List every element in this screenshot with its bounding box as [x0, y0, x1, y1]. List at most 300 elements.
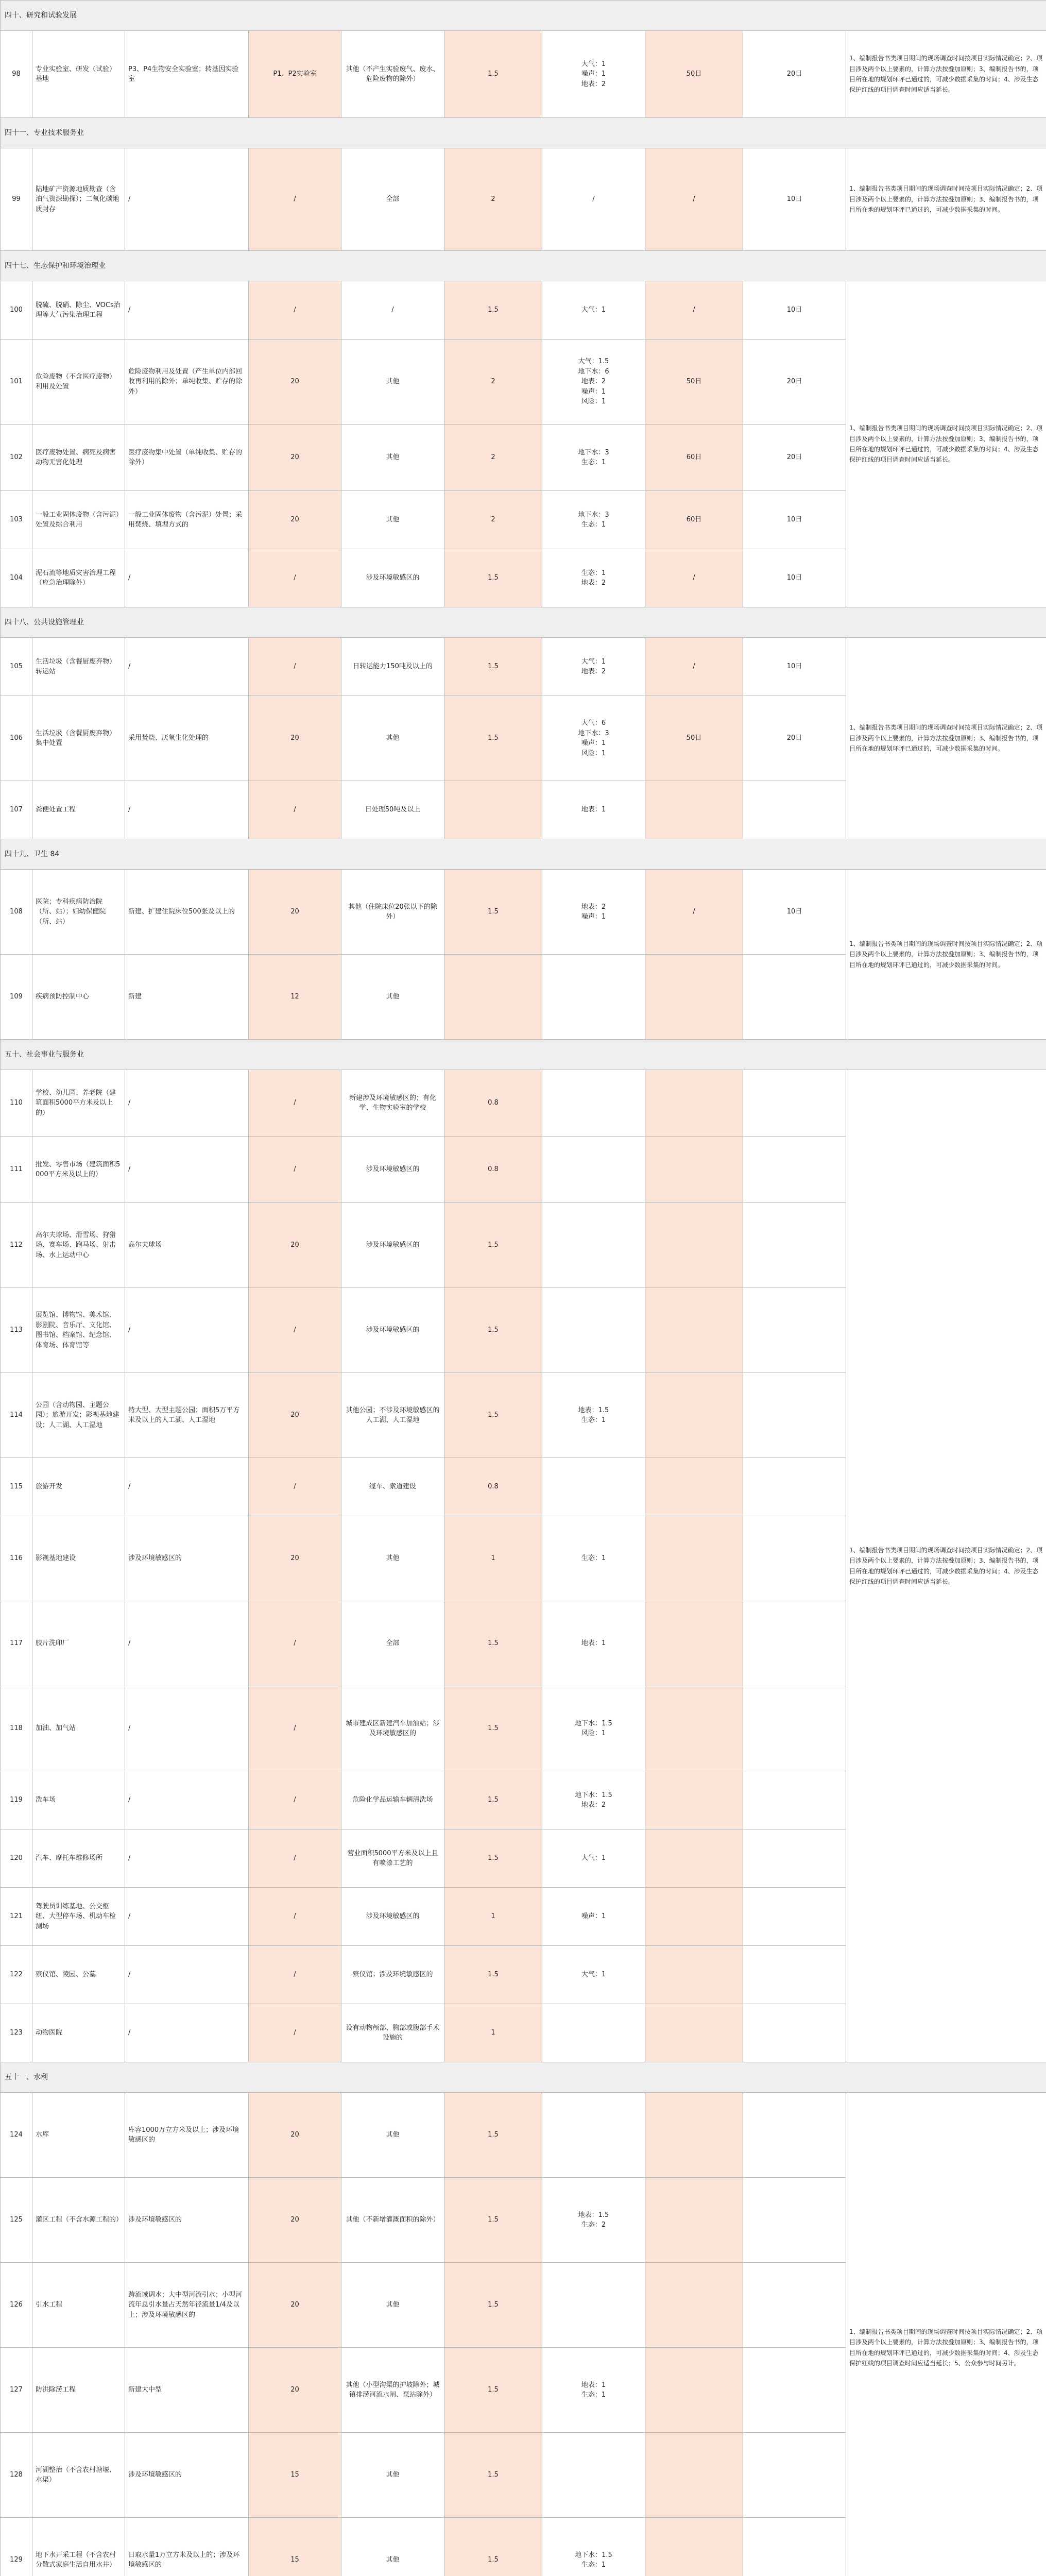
report-field-days-cell: [645, 1070, 743, 1137]
table-field-days-cell: 10日: [743, 870, 846, 955]
item-number-cell: 100: [1, 281, 32, 340]
report-scope-cell: /: [125, 1458, 249, 1516]
report-scope-cell: /: [125, 1771, 249, 1829]
element-coefficients-cell: 大气：6 地下水：3 噪声：1 风险：1: [542, 696, 645, 781]
report-scope-cell: 特大型、大型主题公园；面积5万平方米及以上的人工湖、人工湿地: [125, 1373, 249, 1458]
item-number-cell: 126: [1, 2263, 32, 2348]
element-coefficients-cell: 生态：1 地表：2: [542, 549, 645, 607]
table-scope-cell: 其他（不产生实验废气、废水、危险废物的除外）: [341, 31, 444, 118]
section-header-row: [1, 1, 1046, 31]
report-scope-cell: 跨流域调水；大中型河流引水；小型河流年总引水量占天然年径流量1/4及以上；涉及环境敏感区的: [125, 2263, 249, 2348]
report-days-cell: /: [249, 781, 341, 839]
item-number-cell: 123: [1, 2004, 32, 2062]
section-title: 四十、研究和试验发展: [1, 1, 1046, 31]
table-field-days-cell: [743, 2348, 846, 2433]
remarks-cell: 1、编制报告书类项目期间的现场调查时间按项目实际情况确定；2、项目涉及两个以上要素的，计算方法按叠加原则；3、编制报告书的，项目所在地的规划环评已通过的，可减少数据采集的时间；4、涉及生态保护红线的项目调查时间应适当延长。: [846, 281, 1046, 607]
item-name-cell: 医院；专科疾病防治院（所、站）；妇幼保健院（所、站）: [32, 870, 125, 955]
table-field-days-cell: [743, 781, 846, 839]
table-scope-cell: 其他: [341, 2433, 444, 2518]
element-coefficients-cell: 地下水：1.5 生态：1: [542, 2518, 645, 2576]
table-scope-cell: 涉及环境敏感区的: [341, 549, 444, 607]
report-days-cell: P1、P2实验室: [249, 31, 341, 118]
report-days-cell: /: [249, 1070, 341, 1137]
table-scope-cell: 全部: [341, 1601, 444, 1686]
table-coefficient-cell: 1.5: [444, 2433, 542, 2518]
report-days-cell: 20: [249, 340, 341, 425]
item-name-cell: 汽车、摩托车维修场所: [32, 1829, 125, 1888]
table-scope-cell: 其他: [341, 955, 444, 1040]
report-field-days-cell: [645, 781, 743, 839]
table-scope-cell: 城市建成区新建汽车加油站；涉及环境敏感区的: [341, 1686, 444, 1771]
table-coefficient-cell: 2: [444, 425, 542, 491]
item-name-cell: 学校、幼儿园、养老院（建筑面积5000平方米及以上的）: [32, 1070, 125, 1137]
item-name-cell: 灌区工程（不含水源工程的）: [32, 2178, 125, 2263]
table-scope-cell: 缆车、索道建设: [341, 1458, 444, 1516]
table-coefficient-cell: 1.5: [444, 1288, 542, 1373]
table-coefficient-cell: 0.8: [444, 1137, 542, 1203]
report-field-days-cell: [645, 1137, 743, 1203]
report-field-days-cell: [645, 1686, 743, 1771]
table-scope-cell: 殡仪馆；涉及环境敏感区的: [341, 1946, 444, 2004]
table-scope-cell: 涉及环境敏感区的: [341, 1888, 444, 1946]
report-scope-cell: 新建大中型: [125, 2348, 249, 2433]
item-number-cell: 102: [1, 425, 32, 491]
item-number-cell: 112: [1, 1203, 32, 1288]
table-field-days-cell: [743, 2433, 846, 2518]
element-coefficients-cell: 大气：1: [542, 1829, 645, 1888]
report-scope-cell: /: [125, 281, 249, 340]
item-name-cell: 脱硫、脱硝、除尘、VOCs治理等大气污染治理工程: [32, 281, 125, 340]
section-title: 四十九、卫生 84: [1, 839, 1046, 870]
item-number-cell: 115: [1, 1458, 32, 1516]
table-scope-cell: 涉及环境敏感区的: [341, 1288, 444, 1373]
table-row: [1, 870, 1046, 955]
table-coefficient-cell: 1.5: [444, 31, 542, 118]
item-number-cell: 120: [1, 1829, 32, 1888]
item-number-cell: 121: [1, 1888, 32, 1946]
item-number-cell: 109: [1, 955, 32, 1040]
table-coefficient-cell: 1.5: [444, 2263, 542, 2348]
report-days-cell: 20: [249, 1373, 341, 1458]
table-coefficient-cell: 2: [444, 491, 542, 549]
report-field-days-cell: 50日: [645, 696, 743, 781]
report-scope-cell: 库容1000万立方米及以上；涉及环境敏感区的: [125, 2093, 249, 2178]
table-coefficient-cell: 1: [444, 1516, 542, 1601]
table-coefficient-cell: 1.5: [444, 2093, 542, 2178]
section-title: 四十八、公共设施管理业: [1, 607, 1046, 638]
table-field-days-cell: [743, 1771, 846, 1829]
report-scope-cell: 新建: [125, 955, 249, 1040]
item-number-cell: 116: [1, 1516, 32, 1601]
element-coefficients-cell: 地表：2 噪声：1: [542, 870, 645, 955]
table-field-days-cell: [743, 1946, 846, 2004]
element-coefficients-cell: 地表：1.5 生态：1: [542, 1373, 645, 1458]
table-field-days-cell: [743, 1070, 846, 1137]
report-scope-cell: 采用焚烧、厌氧生化处理的: [125, 696, 249, 781]
report-days-cell: 20: [249, 2348, 341, 2433]
report-field-days-cell: 60日: [645, 425, 743, 491]
table-scope-cell: 涉及环境敏感区的: [341, 1137, 444, 1203]
report-days-cell: 20: [249, 2178, 341, 2263]
report-days-cell: 20: [249, 1203, 341, 1288]
item-name-cell: 公园（含动物园、主题公园）；旅游开发；影视基地建设；人工湖、人工湿地: [32, 1373, 125, 1458]
item-number-cell: 107: [1, 781, 32, 839]
report-scope-cell: 一般工业固体废物（含污泥）处置；采用焚烧、填埋方式的: [125, 491, 249, 549]
item-name-cell: 生活垃圾（含餐厨废弃物）转运站: [32, 638, 125, 696]
report-field-days-cell: [645, 1946, 743, 2004]
report-scope-cell: /: [125, 1888, 249, 1946]
table-field-days-cell: [743, 2178, 846, 2263]
item-name-cell: 陆地矿产资源地质勘查（含油气资源勘探）；二氧化碳地质封存: [32, 148, 125, 251]
table-field-days-cell: 20日: [743, 340, 846, 425]
table-field-days-cell: [743, 1516, 846, 1601]
table-field-days-cell: [743, 2518, 846, 2576]
element-coefficients-cell: 地下水：1.5 风险：1: [542, 1686, 645, 1771]
report-days-cell: /: [249, 1137, 341, 1203]
report-field-days-cell: [645, 1888, 743, 1946]
table-row: [1, 1070, 1046, 1137]
item-name-cell: 驾驶员训练基地、公交枢纽、大型停车场、机动车检测场: [32, 1888, 125, 1946]
section-header-row: [1, 607, 1046, 638]
table-coefficient-cell: 1.5: [444, 638, 542, 696]
item-number-cell: 125: [1, 2178, 32, 2263]
element-coefficients-cell: 地下水：3 生态：1: [542, 491, 645, 549]
section-header-row: [1, 2062, 1046, 2093]
table-scope-cell: 涉及环境敏感区的: [341, 1203, 444, 1288]
report-days-cell: 20: [249, 491, 341, 549]
table-scope-cell: 日处理50吨及以上: [341, 781, 444, 839]
item-name-cell: 泥石流等地质灾害治理工程（应急治理除外）: [32, 549, 125, 607]
section-header-row: [1, 839, 1046, 870]
item-name-cell: 动物医院: [32, 2004, 125, 2062]
table-scope-cell: 其他: [341, 425, 444, 491]
report-days-cell: 20: [249, 1516, 341, 1601]
report-field-days-cell: [645, 955, 743, 1040]
item-number-cell: 110: [1, 1070, 32, 1137]
table-field-days-cell: [743, 2004, 846, 2062]
report-field-days-cell: [645, 2093, 743, 2178]
report-days-cell: 15: [249, 2518, 341, 2576]
report-days-cell: 12: [249, 955, 341, 1040]
report-scope-cell: /: [125, 781, 249, 839]
report-days-cell: /: [249, 1771, 341, 1829]
report-days-cell: /: [249, 1829, 341, 1888]
element-coefficients-cell: [542, 1458, 645, 1516]
element-coefficients-cell: 大气：1.5 地下水：6 地表：2 噪声：1 风险：1: [542, 340, 645, 425]
report-scope-cell: 日取水量1万立方米及以上的；涉及环境敏感区的: [125, 2518, 249, 2576]
element-coefficients-cell: [542, 1070, 645, 1137]
element-coefficients-cell: 地下水：1.5 地表：2: [542, 1771, 645, 1829]
table-row: [1, 31, 1046, 118]
report-field-days-cell: [645, 2178, 743, 2263]
item-number-cell: 129: [1, 2518, 32, 2576]
remarks-cell: 1、编制报告书类项目期间的现场调查时间按项目实际情况确定；2、项目涉及两个以上要素的，计算方法按叠加原则；3、编制报告书的，项目所在地的规划环评已通过的，可减少数据采集的时间。: [846, 870, 1046, 1040]
table-coefficient-cell: 1.5: [444, 1946, 542, 2004]
table-field-days-cell: [743, 1458, 846, 1516]
report-scope-cell: P3、P4生物安全实验室；转基因实验室: [125, 31, 249, 118]
table-coefficient-cell: 1: [444, 1888, 542, 1946]
table-field-days-cell: [743, 2263, 846, 2348]
table-field-days-cell: 10日: [743, 638, 846, 696]
table-coefficient-cell: 1.5: [444, 1601, 542, 1686]
remarks-cell: 1、编制报告书类项目期间的现场调查时间按项目实际情况确定；2、项目涉及两个以上要素的，计算方法按叠加原则；3、编制报告书的，项目所在地的规划环评已通过的，可减少数据采集的时间。: [846, 148, 1046, 251]
table-field-days-cell: [743, 955, 846, 1040]
item-name-cell: 影视基地建设: [32, 1516, 125, 1601]
report-field-days-cell: [645, 1458, 743, 1516]
section-header-row: [1, 251, 1046, 281]
table-scope-cell: 其他: [341, 491, 444, 549]
table-field-days-cell: [743, 1601, 846, 1686]
section-header-row: [1, 1040, 1046, 1070]
element-coefficients-cell: [542, 2263, 645, 2348]
report-days-cell: /: [249, 2004, 341, 2062]
report-scope-cell: 新建、扩建住院床位500张及以上的: [125, 870, 249, 955]
table-field-days-cell: [743, 1203, 846, 1288]
section-title: 五十一、水利: [1, 2062, 1046, 2093]
item-name-cell: 展览馆、博物馆、美术馆、影剧院、音乐厅、文化馆、图书馆、档案馆、纪念馆、体育场、体育馆等: [32, 1288, 125, 1373]
report-days-cell: /: [249, 1458, 341, 1516]
report-field-days-cell: [645, 1516, 743, 1601]
report-scope-cell: /: [125, 1946, 249, 2004]
item-name-cell: 地下水开采工程（不含农村分散式家庭生活自用水井）: [32, 2518, 125, 2576]
item-number-cell: 118: [1, 1686, 32, 1771]
item-number-cell: 124: [1, 2093, 32, 2178]
report-field-days-cell: [645, 2263, 743, 2348]
table-coefficient-cell: 0.8: [444, 1070, 542, 1137]
element-coefficients-cell: [542, 1288, 645, 1373]
table-coefficient-cell: 1.5: [444, 696, 542, 781]
table-scope-cell: 日转运能力150吨及以上的: [341, 638, 444, 696]
table-field-days-cell: 10日: [743, 549, 846, 607]
table-coefficient-cell: 1: [444, 2004, 542, 2062]
element-coefficients-cell: 地表：1 生态：1: [542, 2348, 645, 2433]
report-field-days-cell: /: [645, 281, 743, 340]
report-days-cell: /: [249, 549, 341, 607]
element-coefficients-cell: 生态：1: [542, 1516, 645, 1601]
element-coefficients-cell: 大气：1 噪声：1 地表：2: [542, 31, 645, 118]
report-field-days-cell: [645, 1771, 743, 1829]
table-coefficient-cell: 1.5: [444, 870, 542, 955]
element-coefficients-cell: [542, 955, 645, 1040]
report-scope-cell: /: [125, 1070, 249, 1137]
report-days-cell: 15: [249, 2433, 341, 2518]
report-field-days-cell: 50日: [645, 340, 743, 425]
report-days-cell: /: [249, 1888, 341, 1946]
report-scope-cell: 涉及环境敏感区的: [125, 1516, 249, 1601]
table-scope-cell: 其他: [341, 1516, 444, 1601]
remarks-cell: 1、编制报告书类项目期间的现场调查时间按项目实际情况确定；2、项目涉及两个以上要素的，计算方法按叠加原则；3、编制报告书的，项目所在地的规划环评已通过的，可减少数据采集的时间；4、涉及生态保护红线的项目调查时间应适当延长。: [846, 31, 1046, 118]
element-coefficients-cell: 噪声：1: [542, 1888, 645, 1946]
table-scope-cell: 全部: [341, 148, 444, 251]
item-number-cell: 127: [1, 2348, 32, 2433]
table-coefficient-cell: 1.5: [444, 2518, 542, 2576]
table-field-days-cell: [743, 1829, 846, 1888]
report-field-days-cell: /: [645, 638, 743, 696]
table-scope-cell: 营业面积5000平方米及以上且有喷漆工艺的: [341, 1829, 444, 1888]
element-coefficients-cell: [542, 2004, 645, 2062]
table-coefficient-cell: 2: [444, 340, 542, 425]
table-field-days-cell: 20日: [743, 696, 846, 781]
table-scope-cell: 其他（住院床位20张以下的除外）: [341, 870, 444, 955]
table-field-days-cell: 10日: [743, 491, 846, 549]
table-coefficient-cell: 1.5: [444, 2348, 542, 2433]
table-scope-cell: 其他（小型沟渠的护坡除外；城镇排涝河流水闸、泵站除外）: [341, 2348, 444, 2433]
item-number-cell: 117: [1, 1601, 32, 1686]
report-scope-cell: /: [125, 1829, 249, 1888]
report-days-cell: /: [249, 1686, 341, 1771]
element-coefficients-cell: 大气：1 地表：2: [542, 638, 645, 696]
table-coefficient-cell: 1.5: [444, 2178, 542, 2263]
item-name-cell: 疾病预防控制中心: [32, 955, 125, 1040]
item-name-cell: 生活垃圾（含餐厨废弃物）集中处置: [32, 696, 125, 781]
table-coefficient-cell: [444, 955, 542, 1040]
item-name-cell: 医疗废物处置、病死及病害动物无害化处理: [32, 425, 125, 491]
item-name-cell: 粪便处置工程: [32, 781, 125, 839]
remarks-cell: 1、编制报告书类项目期间的现场调查时间按项目实际情况确定；2、项目涉及两个以上要素的，计算方法按叠加原则；3、编制报告书的，项目所在地的规划环评已通过的，可减少数据采集的时间；4、涉及生态保护红线的项目调查时间应适当延长。: [846, 1070, 1046, 2062]
item-number-cell: 119: [1, 1771, 32, 1829]
report-field-days-cell: [645, 2433, 743, 2518]
report-scope-cell: /: [125, 1288, 249, 1373]
element-coefficients-cell: [542, 1137, 645, 1203]
report-scope-cell: 涉及环境敏感区的: [125, 2433, 249, 2518]
item-number-cell: 106: [1, 696, 32, 781]
table-row: [1, 638, 1046, 696]
item-number-cell: 98: [1, 31, 32, 118]
report-field-days-cell: [645, 2518, 743, 2576]
report-days-cell: /: [249, 1288, 341, 1373]
item-number-cell: 104: [1, 549, 32, 607]
item-number-cell: 128: [1, 2433, 32, 2518]
report-scope-cell: 高尔夫球场: [125, 1203, 249, 1288]
table-coefficient-cell: 1.5: [444, 281, 542, 340]
table-coefficient-cell: 1.5: [444, 1771, 542, 1829]
table-scope-cell: 其他: [341, 2518, 444, 2576]
report-field-days-cell: [645, 2348, 743, 2433]
report-scope-cell: /: [125, 549, 249, 607]
report-days-cell: 20: [249, 2263, 341, 2348]
section-title: 四十一、专业技术服务业: [1, 118, 1046, 148]
table-field-days-cell: 10日: [743, 148, 846, 251]
report-field-days-cell: [645, 1288, 743, 1373]
element-coefficients-cell: [542, 1203, 645, 1288]
item-name-cell: 批发、零售市场（建筑面积5000平方米及以上的）: [32, 1137, 125, 1203]
item-number-cell: 108: [1, 870, 32, 955]
element-coefficients-cell: 地下水：3 生态：1: [542, 425, 645, 491]
section-header-row: [1, 118, 1046, 148]
table-coefficient-cell: 1.5: [444, 1373, 542, 1458]
report-field-days-cell: /: [645, 870, 743, 955]
report-scope-cell: /: [125, 638, 249, 696]
element-coefficients-cell: [542, 2093, 645, 2178]
element-coefficients-cell: /: [542, 148, 645, 251]
table-field-days-cell: [743, 2093, 846, 2178]
element-coefficients-cell: 地表：1: [542, 781, 645, 839]
item-number-cell: 113: [1, 1288, 32, 1373]
item-name-cell: 高尔夫球场、滑雪场、狩猎场、赛车场、跑马场、射击场、水上运动中心: [32, 1203, 125, 1288]
table-coefficient-cell: 1.5: [444, 549, 542, 607]
table-scope-cell: 其他: [341, 2263, 444, 2348]
item-number-cell: 111: [1, 1137, 32, 1203]
table-scope-cell: 其他: [341, 340, 444, 425]
report-field-days-cell: [645, 1829, 743, 1888]
table-field-days-cell: [743, 1288, 846, 1373]
table-row: [1, 2093, 1046, 2178]
report-field-days-cell: 60日: [645, 491, 743, 549]
table-field-days-cell: [743, 1686, 846, 1771]
item-number-cell: 101: [1, 340, 32, 425]
element-coefficients-cell: 大气：1: [542, 1946, 645, 2004]
report-days-cell: /: [249, 1946, 341, 2004]
report-scope-cell: 涉及环境敏感区的: [125, 2178, 249, 2263]
report-scope-cell: /: [125, 1601, 249, 1686]
table-scope-cell: 其他: [341, 2093, 444, 2178]
table-coefficient-cell: 2: [444, 148, 542, 251]
table-coefficient-cell: [444, 781, 542, 839]
report-field-days-cell: 50日: [645, 31, 743, 118]
item-name-cell: 河湖整治（不含农村塘堰、水渠）: [32, 2433, 125, 2518]
item-name-cell: 加油、加气站: [32, 1686, 125, 1771]
report-field-days-cell: [645, 1373, 743, 1458]
report-scope-cell: /: [125, 1686, 249, 1771]
report-days-cell: 20: [249, 425, 341, 491]
item-name-cell: 殡仪馆、陵园、公墓: [32, 1946, 125, 2004]
item-number-cell: 103: [1, 491, 32, 549]
report-days-cell: /: [249, 281, 341, 340]
section-title: 四十七、生态保护和环境治理业: [1, 251, 1046, 281]
remarks-cell: 1、编制报告书类项目期间的现场调查时间按项目实际情况确定；2、项目涉及两个以上要素的，计算方法按叠加原则；3、编制报告书的，项目所在地的规划环评已通过的，可减少数据采集的时间。: [846, 638, 1046, 839]
table-coefficient-cell: 1.5: [444, 1829, 542, 1888]
report-scope-cell: 医疗废物集中处置（单纯收集、贮存的除外）: [125, 425, 249, 491]
report-days-cell: /: [249, 638, 341, 696]
table-scope-cell: 危险化学品运输车辆清洗场: [341, 1771, 444, 1829]
section-title: 五十、社会事业与服务业: [1, 1040, 1046, 1070]
element-coefficients-cell: 大气：1: [542, 281, 645, 340]
remarks-cell: 1、编制报告书类项目期间的现场调查时间按项目实际情况确定；2、项目涉及两个以上要素的，计算方法按叠加原则；3、编制报告书的，项目所在地的规划环评已通过的，可减少数据采集的时间；4、涉及生态保护红线的项目调查时间应适当延长；5、公众参与时间另计。: [846, 2093, 1046, 2576]
report-field-days-cell: [645, 1203, 743, 1288]
table-row: [1, 281, 1046, 340]
report-days-cell: /: [249, 148, 341, 251]
report-scope-cell: /: [125, 1137, 249, 1203]
item-name-cell: 水库: [32, 2093, 125, 2178]
item-name-cell: 胶片洗印厂: [32, 1601, 125, 1686]
element-coefficients-cell: 地表：1.5 生态：2: [542, 2178, 645, 2263]
table-scope-cell: 设有动物颅部、胸部或腹部手术设施的: [341, 2004, 444, 2062]
table-scope-cell: 其他（不新增灌溉面积的除外）: [341, 2178, 444, 2263]
table-row: [1, 148, 1046, 251]
report-days-cell: 20: [249, 2093, 341, 2178]
table-field-days-cell: 20日: [743, 425, 846, 491]
table-field-days-cell: 20日: [743, 31, 846, 118]
report-field-days-cell: /: [645, 148, 743, 251]
report-field-days-cell: [645, 2004, 743, 2062]
item-name-cell: 一般工业固体废物（含污泥）处置及综合利用: [32, 491, 125, 549]
item-number-cell: 105: [1, 638, 32, 696]
element-coefficients-cell: [542, 2433, 645, 2518]
element-coefficients-cell: 地表：1: [542, 1601, 645, 1686]
item-name-cell: 洗车场: [32, 1771, 125, 1829]
report-days-cell: 20: [249, 870, 341, 955]
item-name-cell: 危险废物（不含医疗废物）利用及处置: [32, 340, 125, 425]
item-number-cell: 122: [1, 1946, 32, 2004]
report-days-cell: /: [249, 1601, 341, 1686]
report-scope-cell: /: [125, 148, 249, 251]
table-scope-cell: 新建涉及环境敏感区的；有化学、生物实验室的学校: [341, 1070, 444, 1137]
report-scope-cell: 危险废物利用及处置（产生单位内部回收再利用的除外；单纯收集、贮存的除外）: [125, 340, 249, 425]
table-field-days-cell: [743, 1137, 846, 1203]
table-field-days-cell: [743, 1888, 846, 1946]
item-name-cell: 防洪除涝工程: [32, 2348, 125, 2433]
report-scope-cell: /: [125, 2004, 249, 2062]
